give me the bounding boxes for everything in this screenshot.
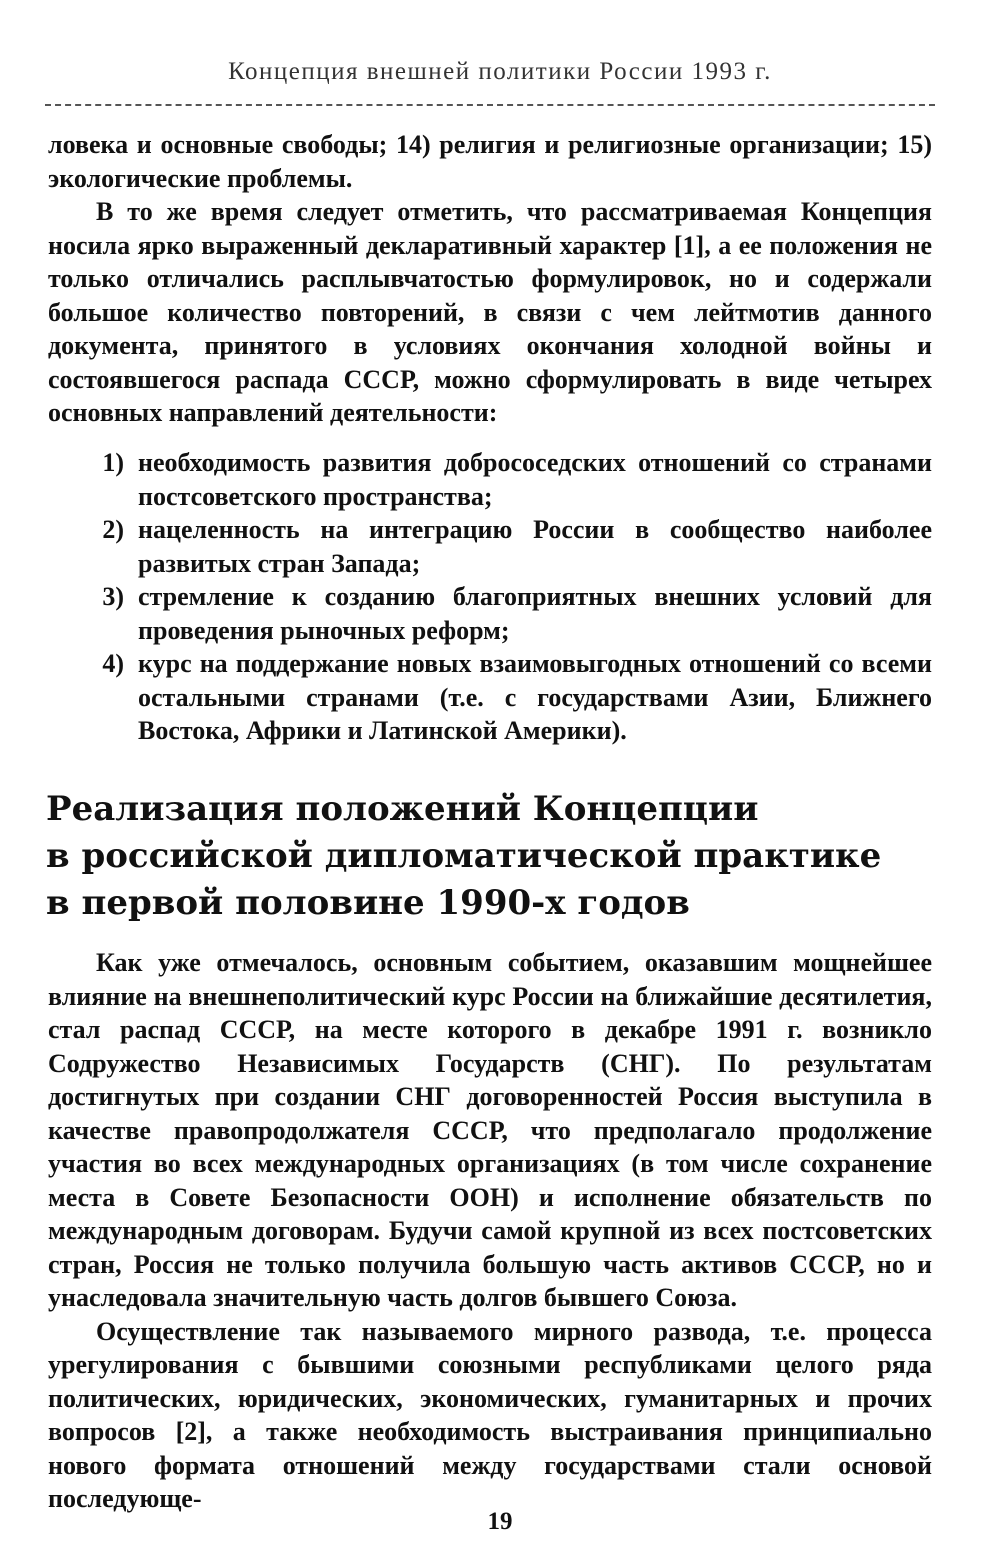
list-item-number: 2) xyxy=(102,515,124,544)
list-item xyxy=(48,647,932,748)
body-text-top xyxy=(48,128,932,430)
paragraph-peaceful-divorce: Осуществление так называемого мирного развода, т.е. процесса урегулирования с бывшими союзными республиками целого ряда политических, юридических, экономических, гуманитарных и прочих вопросов [2], а также необходимость выстраивания принципиально нового формата отношений между государствами стали основой последующе- xyxy=(48,1316,932,1513)
running-header: Концепция внешней политики России 1993 г. xyxy=(228,58,772,85)
paragraph-continuation: ловека и основные свободы; 14) религия и религиозные организации; 15) экологические проблемы. xyxy=(48,130,932,193)
header-rule xyxy=(45,104,935,106)
paragraph-concept-assessment: В то же время следует отметить, что рассматриваемая Концепция носила ярко выраженный декларативный характер [1], а ее положения не только отличались расплывчатостью формулировок, но и содержали большое количество повторений, в связи с чем лейтмотив данного документа, принятого в условиях окончания холодной войны и состоявшегося распада СССР, можно сформулировать в виде четырех основных направлений деятельности: xyxy=(48,197,932,427)
section-heading-line: Реализация положений Концепции xyxy=(46,789,759,829)
page-number: 19 xyxy=(487,1508,513,1535)
list-item-number: 3) xyxy=(102,582,124,611)
list-item-text: стремление к созданию благоприятных внешних условий для проведения рыночных реформ; xyxy=(138,582,932,645)
list-item-text: курс на поддержание новых взаимовыгодных отношений со всеми остальными странами (т.е. с государствами Азии, Ближнего Востока, Африки и Латинской Америки). xyxy=(138,649,932,745)
directions-list xyxy=(48,446,932,748)
list-item-text: необходимость развития добрососедских отношений со странами постсоветского пространства; xyxy=(138,448,932,511)
list-item-number: 1) xyxy=(102,448,124,477)
list-item xyxy=(48,513,932,580)
paragraph-ussr-collapse: Как уже отмечалось, основным событием, оказавшим мощнейшее влияние на внешнеполитический курс России на ближайшие десятилетия, стал распад СССР, на месте которого в декабре 1991 г. возникло Содружество Независимых Государств (СНГ). По результатам достигнутых при создании СНГ договоренностей Россия выступила в качестве правопродолжателя СССР, что предполагало продолжение участия во всех международных организациях (в том числе сохранение места в Совете Безопасности ООН) и исполнение обязательств по международным договорам. Будучи самой крупной из всех постсоветских стран, Россия не только получила большую часть активов СССР, но и унаследовала значительную часть долгов бывшего Союза. xyxy=(48,948,932,1312)
list-item xyxy=(48,580,932,647)
body-text-section xyxy=(48,946,932,1516)
list-item xyxy=(48,446,932,513)
list-item-number: 4) xyxy=(102,649,124,678)
list-item-text: нацеленность на интеграцию России в сообщество наиболее развитых стран Запада; xyxy=(138,515,932,578)
section-heading-line: в российской дипломатической практике xyxy=(46,836,882,876)
section-heading-line: в первой половине 1990-х годов xyxy=(46,883,690,923)
section-heading xyxy=(46,786,930,927)
